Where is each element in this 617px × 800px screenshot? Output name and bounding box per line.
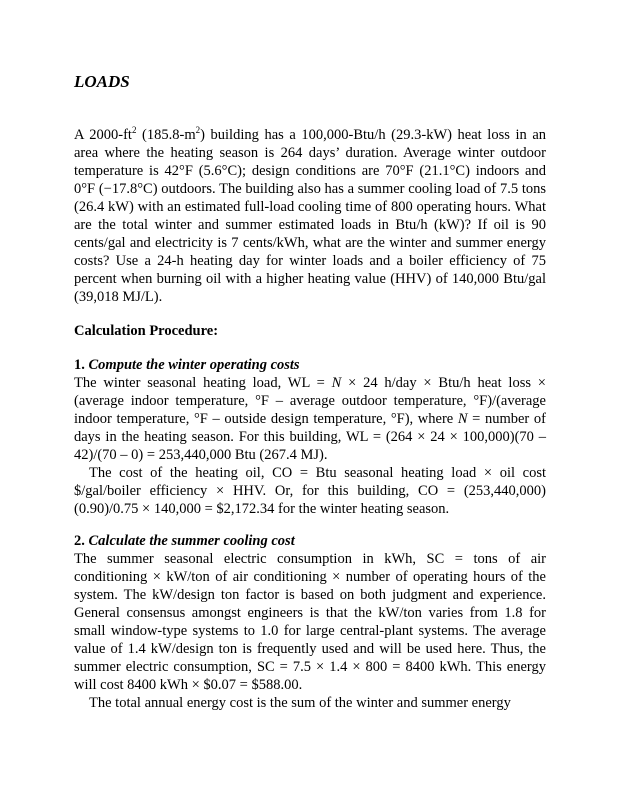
page-title: LOADS bbox=[74, 72, 130, 91]
step2-paragraph-1: The summer seasonal electric consumption in kWh, SC = tons of air conditioning × kW/ton of air conditioning × number of operating hours of the system. The kW/design ton factor is based on both judgment and experience. General consensus amongst engineers is that the kW/ton varies from 1.8 for small window-type systems to 1.0 for large central-plant systems. The average value of 1.4 kW/design ton is frequently used and will be used here. Thus, the summer electric consumption, SC = 7.5 × 1.4 × 800 = 8400 kWh. This energy will cost 8400 kWh × $0.07 = $588.00. bbox=[74, 551, 546, 693]
step1-paragraph-1: The winter seasonal heating load, WL = N × 24 h/day × Btu/h heat loss × (average indoor temperature, °F – average outdoor temperature, °F)/(average indoor temperature, °F – outside design temperature, °F), where N = number of days in the heating season. For this building, WL = (264 × 24 × 100,000)(70 – 42)/(70 – 0) = 253,440,000 Btu (267.4 MJ). bbox=[74, 375, 546, 463]
document-body bbox=[74, 126, 546, 712]
step2-paragraph-2: The total annual energy cost is the sum of the winter and summer energy bbox=[89, 695, 511, 711]
problem-statement: A $2000-ft^2$ $(185.8-m^2)$ building has a 100,000-Btu/h (29.3-kW) heat loss in an area where the heating season is 264 days’ duration. Average winter outdoor temperature is 42°F (5.6°C); design conditions are 70°F (21.1°C) indoors and 0°F (−17.8°C) outdoors. The building also has a summer cooling load of 7.5 tons (26.4 kW) with an estimated full-load cooling time of 800 operating hours. What are the total winter and summer estimated loads in Btu/h (kW)? If oil is 90 cents/gal and electricity is 7 cents/kWh, what are the winter and summer energy costs? Use a 24-h heating day for winter loads and a boiler efficiency of 75 percent when burning oil with a higher heating value (HHV) of 140,000 Btu/gal (39,018 MJ/L). bbox=[74, 125, 547, 305]
step1-paragraph-2: The cost of the heating oil, CO = Btu seasonal heating load × oil cost $/gal/boiler efficiency × HHV. Or, for this building, CO = (253,440,000)(0.90)/0.75 × 140,000 = $2,172.34 for the winter heating season. bbox=[74, 465, 546, 517]
step1-heading: 1. Compute the winter operating costs bbox=[74, 357, 300, 373]
step2-heading: 2. Calculate the summer cooling cost bbox=[74, 533, 295, 549]
procedure-heading: Calculation Procedure: bbox=[74, 323, 219, 339]
